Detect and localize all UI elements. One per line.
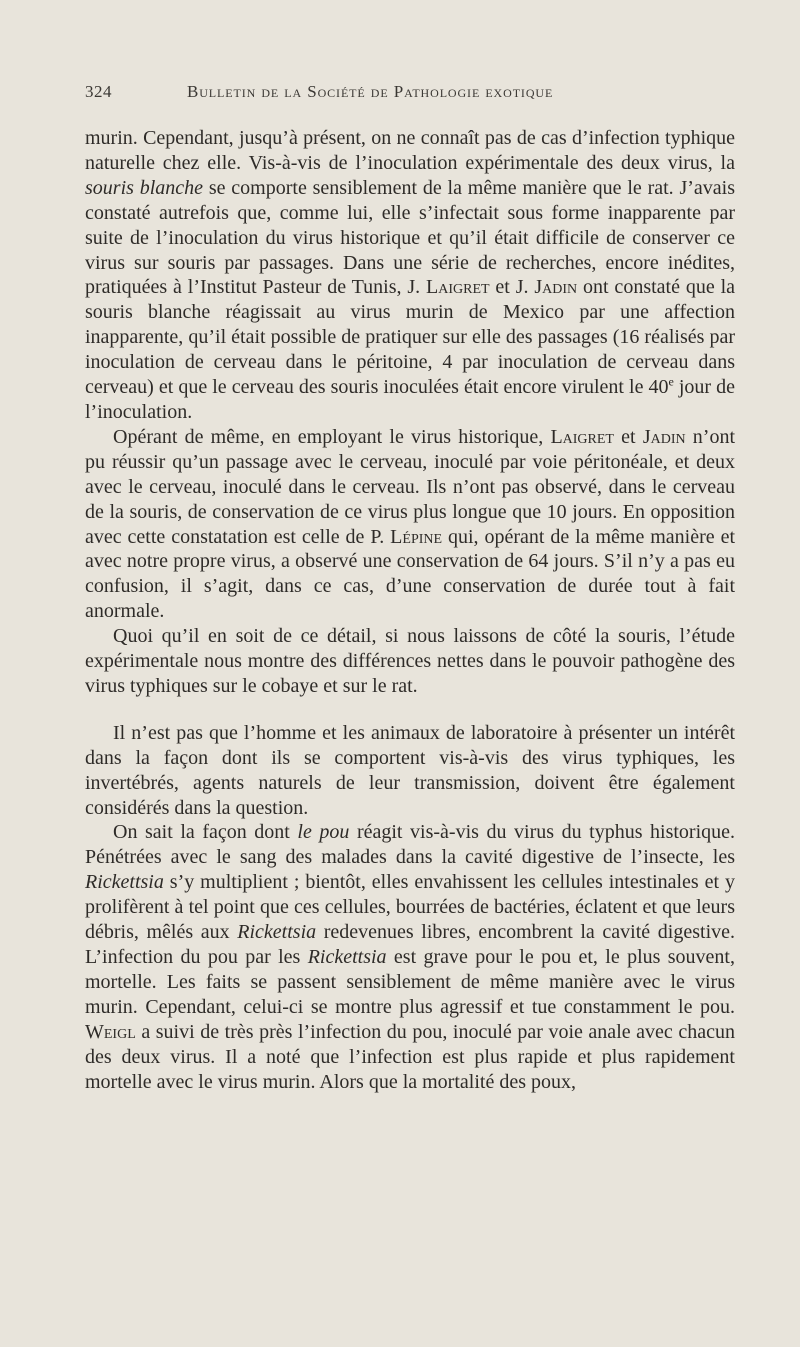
author-name: Laigret [550,425,614,448]
text-run: jour de l’inoculation. [85,376,735,423]
text-run: a suivi de très près l’infection du pou, inoculé par voie anale avec chacun des deux virus. Il a noté que l’infection est plus rapide et plus rapidement mortelle avec le virus murin. Alors que la mortalité des poux, [85,1020,735,1093]
text-run: s’y multiplient ; bientôt, elles envahissent les cellules intestinales et y prolifèrent à tel point que ces cellules, bourrées de bactéries, éclatent et que leurs débris, mêlés aux [85,871,735,944]
paragraph-p4 [85,721,735,821]
paragraph-p5 [85,820,735,1094]
paragraph-p1 [85,126,735,425]
paragraph-p2 [85,425,735,624]
text-run: Il n’est pas que l’homme et les animaux de laboratoire à présenter un intérêt dans la façon dont ils se comportent vis-à-vis des virus typhiques, les invertébrés, agents naturels de leur transmission, doivent être également considérés dans la question. [85,721,735,819]
text-run: redevenues libres, encombrent la cavité digestive. L’infection du pou par les [85,921,735,968]
text-run: qui, opérant de la même manière et avec notre propre virus, a observé une conservation de 64 jours. S’il n’y a pas eu confusion, il s’agit, dans ce cas, d’une conservation de durée tout à fait anormale. [85,525,736,623]
body-text [85,126,735,1094]
text-run: ont constaté que la souris blanche réagissait au virus murin de Mexico par une affection inapparente, qu’il était possible de pratiquer sur elle des passages (16 réalisés par inoculation de cerveau dans le péritoine, 4 par inoculation de cerveau dans cerveau) et que le cerveau des souris inoculées était encore virulent le 40 [85,276,735,399]
journal-title: Bulletin de la Société de Pathologie exotique [187,82,554,101]
italic-text: Rickettsia [85,871,164,894]
text-run: Opérant de même, en employant le virus historique, [113,425,551,448]
text-run: et J. [489,276,535,299]
paragraph-p3 [85,624,735,699]
italic-text: le pou [297,821,350,844]
italic-text: Rickettsia [237,921,317,944]
text-run: n’ont pu réussir qu’un passage avec le cerveau, inoculé par voie péritonéale, et deux avec le cerveau, inoculé dans le cerveau. Ils n’ont pas observé, dans le cerveau de la souris, de conservation de ce virus plus longue que 10 jours. En opposition avec cette constatation est celle de P. [85,425,736,548]
text-run: murin. Cependant, jusqu’à présent, on ne connaît pas de cas d’infection typhique naturelle chez elle. Vis-à-vis de l’inoculation expérimentale des deux virus, la [85,127,735,174]
running-head [85,82,735,108]
page-number: 324 [85,82,112,101]
text-run: se comporte sensiblement de la même manière que le rat. J’avais constaté autrefois que, comme lui, elle s’infectait sous forme inapparente par suite de l’inoculation du virus historique et qu’il était difficile de conserver ce virus sur souris par passages. Dans une série de recherches, encore inédites, pratiquées à l’Institut Pasteur de Tunis, J. [85,176,736,299]
text-run: est grave pour le pou et, le plus souvent, mortelle. Les faits se passent sensiblement de même manière avec le virus murin. Cependant, celui-ci se montre plus agressif et tue constamment le pou. [85,946,735,1018]
italic-text: Rickettsia [307,946,387,968]
superscript: e [668,374,674,389]
author-name: Lépine [390,525,443,548]
italic-text: souris blanche [85,176,204,199]
text-run: On sait la façon dont [113,821,298,844]
text-run: réagit vis-à-vis du virus du typhus historique. Pénétrées avec le sang des malades dans la cavité digestive de l’insecte, les [85,821,736,869]
author-name: Laigret [426,276,490,299]
author-name: Jadin [642,425,686,448]
author-name: Weigl [85,1020,136,1043]
author-name: Jadin [534,276,578,299]
text-run: et [613,425,643,448]
text-run: Quoi qu’il en soit de ce détail, si nous laissons de côté la souris, l’étude expérimentale nous montre des différences nettes dans le pouvoir pathogène des virus typhiques sur le cobaye et sur le rat. [85,625,735,697]
